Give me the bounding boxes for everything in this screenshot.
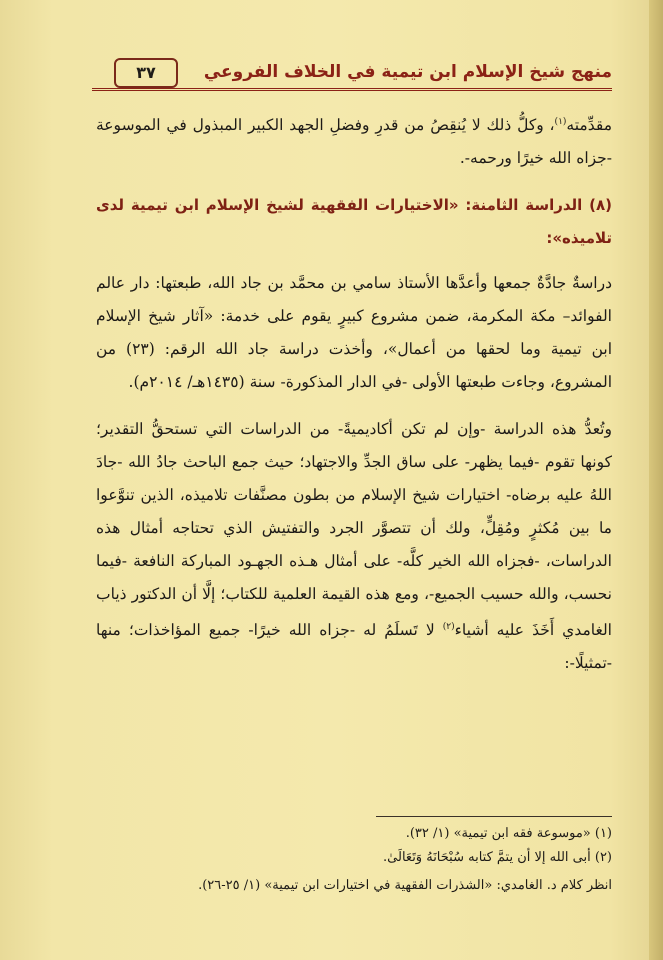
paragraph-1: [96, 106, 612, 175]
footnote-separator: [376, 816, 612, 817]
footnote-2: (٢) أبى الله إلا أن يتمَّ كتابه سُبْحَانَهُ وَتَعَالَىٰ.: [383, 850, 612, 865]
header-rule: [92, 88, 612, 91]
page-gutter: [649, 0, 663, 960]
footnotes: [96, 822, 612, 898]
paragraph-1-start: مقدِّمته: [566, 116, 612, 135]
footnote-1: (١) «موسوعة فقه ابن تيمية» (١/ ٣٢).: [405, 826, 612, 841]
footnote-ref-2: (٢): [442, 622, 455, 633]
page-number-badge: ٣٧: [114, 58, 178, 88]
paragraph-3: [96, 413, 612, 680]
paragraph-3-start: وتُعدُّ هذه الدراسة -وإن لم تكن أكاديميةً- من الدراسات التي تستحقُّ التقدير؛ كونها تقوم -فيما يظهر- على ساق الجدِّ والاجتهاد؛ حيث جمع الباحث جادُ الله -جادَ اللهُ عليه برضاه- اختيارات شيخ الإسلام من بطون مصنَّفات تلاميذه، الذين تنوَّعوا ما بين مُكثرٍ ومُقِلٍّ، ولك أن تتصوَّر الجرد والتفتيش الذي تحتاجه أمثال هذه الدراسات، -فجزاه الله الخير كلَّه- على أمثال هـذه الجهـود المباركة النافعة -فيما نحسب، والله حسيب الجميع-، ومع هذه القيمة العلمية للكتاب؛ إلَّا أن الدكتور ذياب الغامدي أَخَذَ عليه أشياء: [96, 420, 612, 640]
header-title: منهج شيخ الإسلام ابن تيمية في الخلاف الفروعي: [203, 62, 612, 82]
footnote-3: انظر كلام د. الغامدي: «الشذرات الفقهية في اختيارات ابن تيمية» (١/ ٢٥-٢٦).: [198, 878, 612, 893]
paragraph-3-end: لا تَسلَمُ له -جزاه الله خيرًا- جميع المؤاخذات؛ منها -تمثيلًا-:: [96, 621, 612, 673]
running-header: [92, 58, 612, 98]
paragraph-1-end: ، وكلُّ ذلك لا يُنقِصُ من قدرِ وفضلِ الجهد الكبير المبذول في الموسوعة -جزاه الله خيرًا ورحمه-.: [96, 116, 612, 168]
section-heading: (٨) الدراسة الثامنة: «الاختيارات الفقهية لشيخ الإسلام ابن تيمية لدى تلاميذه»:: [96, 196, 612, 248]
footnote-ref-1: (١): [554, 117, 567, 127]
paragraph-2: دراسةٌ جادَّةٌ جمعها وأعدَّها الأستاذ سامي بن محمَّد بن جاد الله، طبعتها: دار عالم الفوائد– مكة المكرمة، ضمن مشروع كبيرٍ يقوم على خدمة: «آثار شيخ الإسلام ابن تيمية وما لحقها من أعمال»، وأخذت دراسة جاد الله الرقم: (٢٣) من المشروع، وجاءت طبعتها الأولى -في الدار المذكورة- سنة (١٤٣٥هـ/ ٢٠١٤م).: [96, 274, 613, 392]
body-text: [96, 106, 612, 680]
